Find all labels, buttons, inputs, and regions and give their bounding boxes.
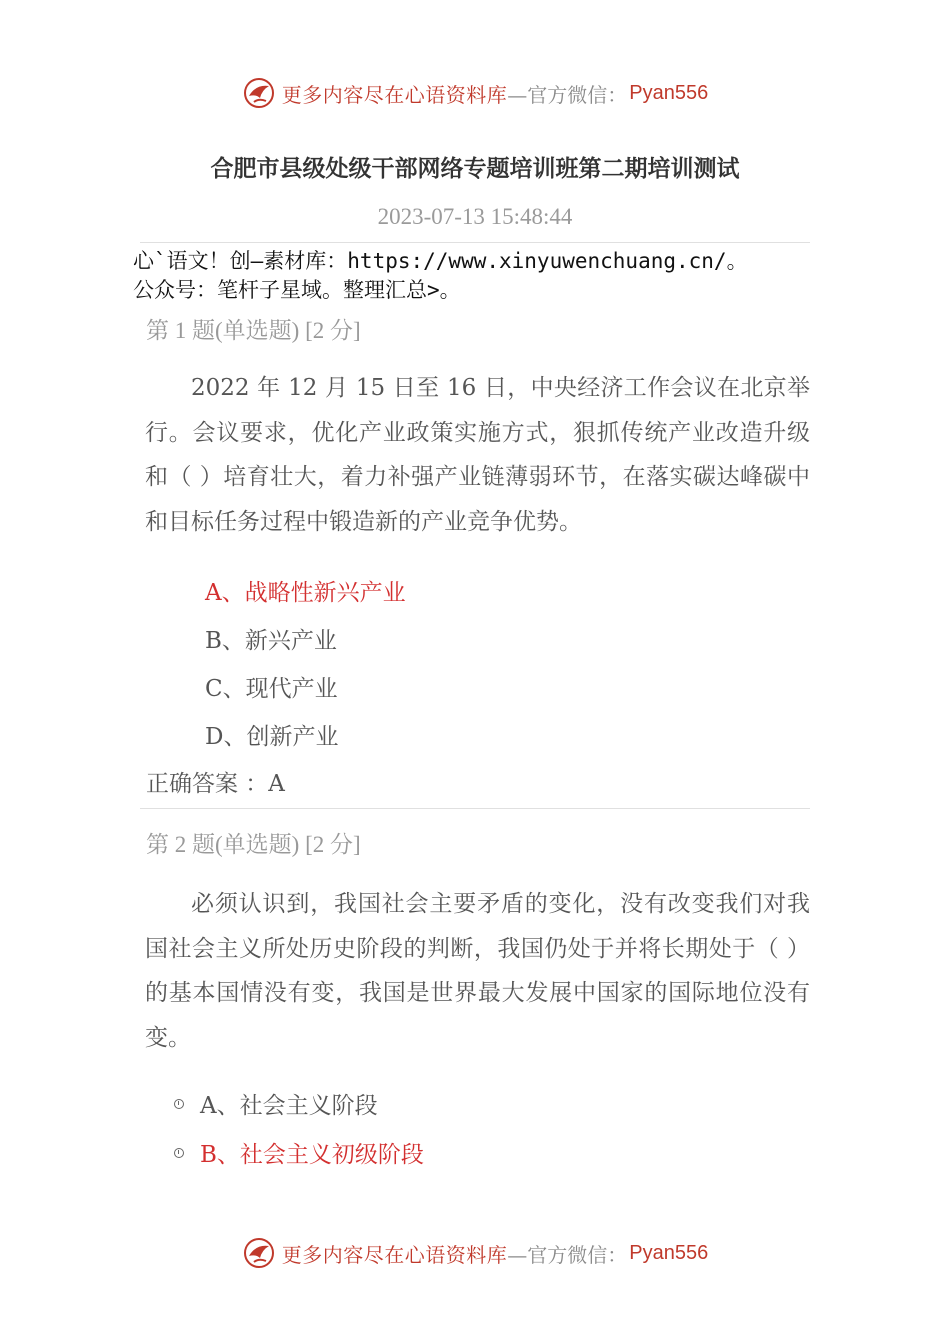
option-label: A、社会主义阶段 xyxy=(200,1093,378,1119)
publish-datetime: 2023-07-13 15:48:44 xyxy=(377,204,573,229)
question-2-option-b[interactable] xyxy=(174,1136,424,1169)
promo-text xyxy=(133,247,813,305)
option-label: B、社会主义初级阶段 xyxy=(200,1142,424,1168)
watermark-separator: —官方微信： xyxy=(507,1242,628,1267)
question-1-option-a[interactable]: A、战略性新兴产业 xyxy=(205,580,406,606)
circular-seal-logo-icon xyxy=(242,1236,276,1270)
question-1-header: 第 1 题(单选题) [2 分] xyxy=(146,318,361,343)
question-1-text: 2022 年 12 月 15 日至 16 日，中央经济工作会议在北京举行。会议要求，优化产业政策实施方式，狠抓传统产业改造升级和（ ）培育壮大，着力补强产业链薄弱环节，在落实碳达峰碳中和目标任务过程中锻造新的产业竞争优势。 xyxy=(145,375,810,535)
footer-watermark xyxy=(0,1233,950,1273)
watermark-wechat-id: Pyan556 xyxy=(629,81,709,104)
header-watermark xyxy=(0,73,950,113)
question-2-header: 第 2 题(单选题) [2 分] xyxy=(146,832,361,857)
watermark-separator: —官方微信： xyxy=(507,82,628,107)
question-1-option-b[interactable]: B、新兴产业 xyxy=(205,628,337,654)
question-2-text: 必须认识到，我国社会主要矛盾的变化，没有改变我们对我国社会主义所处历史阶段的判断，我国仍处于并将长期处于（ ）的基本国情没有变，我国是世界最大发展中国家的国际地位没有变。 xyxy=(145,891,810,1051)
question-1-answer: 正确答案 ：A xyxy=(146,771,285,797)
question-2-option-a[interactable] xyxy=(174,1087,378,1120)
watermark-text: 更多内容尽在心语资料库 xyxy=(281,1242,508,1267)
circular-seal-logo-icon xyxy=(242,76,276,110)
divider xyxy=(140,808,810,809)
radio-icon[interactable] xyxy=(174,1148,184,1158)
divider xyxy=(140,242,810,243)
promo-line: 心`语文！创—素材库：https://www.xinyuwenchuang.cn/。 xyxy=(133,249,748,273)
watermark-text: 更多内容尽在心语资料库 xyxy=(281,82,508,107)
watermark-wechat-id: Pyan556 xyxy=(629,1241,709,1264)
promo-line: 公众号：笔杆子星域。整理汇总>。 xyxy=(133,278,461,302)
question-1-option-d[interactable]: D、创新产业 xyxy=(205,724,339,750)
question-1-option-c[interactable]: C、现代产业 xyxy=(205,676,338,702)
page-title: 合肥市县级处级干部网络专题培训班第二期培训测试 xyxy=(210,156,740,182)
radio-icon[interactable] xyxy=(174,1099,184,1109)
